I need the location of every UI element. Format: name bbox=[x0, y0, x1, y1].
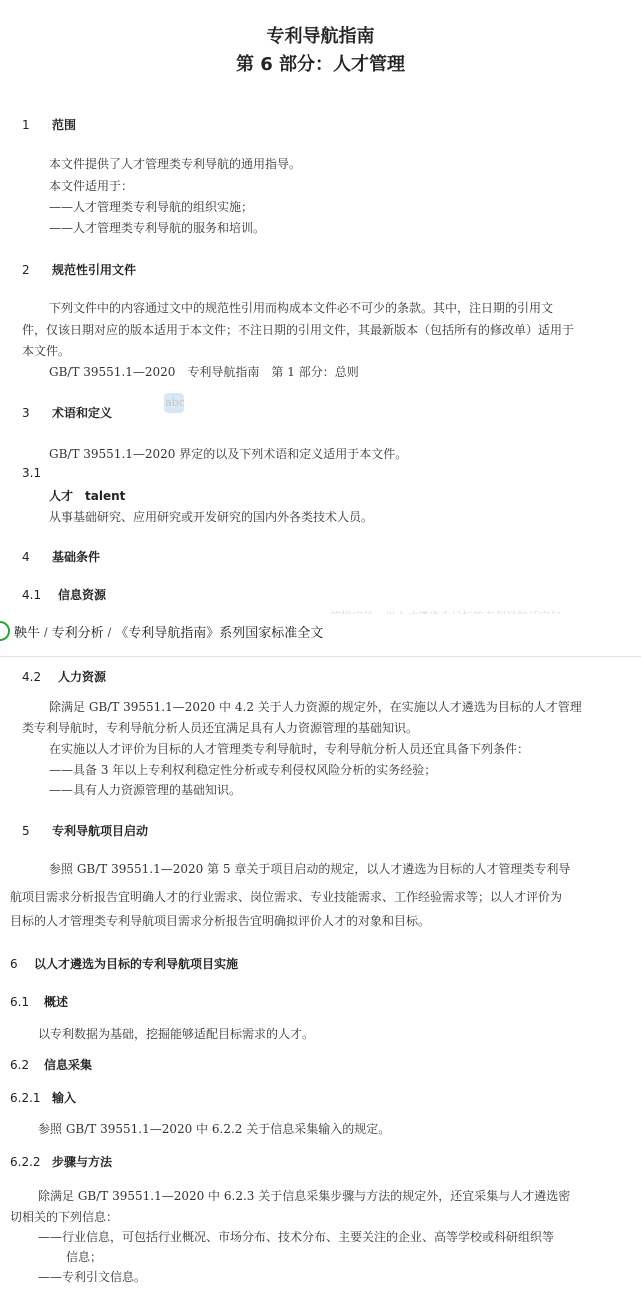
section-heading: 6 以人才遴选为目标的专利导航项目实施 bbox=[10, 957, 239, 971]
paragraph: 目标的人才管理类专利导航项目需求分析报告宜明确拟评价人才的对象和目标。 bbox=[10, 914, 431, 928]
section-heading: 6.2 信息采集 bbox=[10, 1058, 93, 1072]
term-definition: 从事基础研究、应用研究或开发研究的国内外各类技术人员。 bbox=[49, 510, 374, 524]
paragraph: 本文件适用于： bbox=[49, 179, 134, 193]
paragraph: 本文件。 bbox=[22, 344, 71, 358]
list-item: ——具备 3 年以上专利权利稳定性分析或专利侵权风险分析的实务经验； bbox=[49, 763, 437, 777]
paragraph: 本文件提供了人才管理类专利导航的通用指导。 bbox=[49, 157, 302, 171]
term-number: 3.1 bbox=[22, 466, 42, 480]
section-heading: 4.2 人力资源 bbox=[22, 670, 107, 684]
paragraph: 除满足 GB/T 39551.1—2020 中 6.2.3 关于信息采集步骤与方法的规定外，还宜采集与人才遴选密 bbox=[38, 1189, 571, 1203]
section-heading: 5 专利导航项目启动 bbox=[22, 824, 149, 838]
page-title-line2: 第 6 部分：人才管理 bbox=[235, 54, 406, 75]
page-title-line1: 专利导航指南 bbox=[266, 26, 375, 47]
reference: GB/T 39551.1—2020 专利导航指南 第 1 部分：总则 bbox=[49, 365, 359, 379]
section-heading: 4.1 信息资源 bbox=[22, 588, 107, 602]
breadcrumb-arc-icon bbox=[0, 621, 10, 641]
paragraph: 切相关的下列信息： bbox=[10, 1210, 119, 1224]
breadcrumb-separator: / bbox=[107, 625, 112, 640]
section-heading: 1 范围 bbox=[22, 118, 77, 132]
list-item: 信息； bbox=[66, 1250, 103, 1264]
paragraph: 除满足 GB/T 39551.1—2020 中 4.2 关于人力资源的规定外，在实施以人才遴选为目标的人才管理 bbox=[49, 700, 582, 714]
breadcrumb-separator: / bbox=[44, 625, 48, 640]
section-heading: 3 术语和定义 bbox=[22, 406, 113, 420]
paragraph: 以专利数据为基础，挖掘能够适配目标需求的人才。 bbox=[38, 1027, 315, 1041]
breadcrumb-link-article[interactable]: 《专利导航指南》系列国家标准全文 bbox=[115, 625, 324, 640]
section-heading: 6.1 概述 bbox=[10, 995, 69, 1009]
paragraph: 类专利导航时，专利导航分析人员还宜满足具有人力资源管理的基础知识。 bbox=[22, 721, 419, 735]
list-item: ——人才管理类专利导航的组织实施； bbox=[49, 200, 254, 214]
section-heading: 4 基础条件 bbox=[22, 550, 101, 564]
section-heading: 2 规范性引用文件 bbox=[22, 263, 137, 277]
term: 人才 talent bbox=[49, 489, 126, 503]
list-item: ——人才管理类专利导航的服务和培训。 bbox=[49, 221, 266, 235]
section-heading: 6.2.1 输入 bbox=[10, 1091, 77, 1105]
paragraph: 参照 GB/T 39551.1—2020 第 5 章关于项目启动的规定，以人才遴选为目标的人才管理类专利导 bbox=[49, 862, 571, 876]
paragraph: 航项目需求分析报告宜明确人才的行业需求、岗位需求、专业技能需求、工作经验需求等；以人才评价为 bbox=[10, 890, 563, 904]
paragraph: 件，仅该日期对应的版本适用于本文件；不注日期的引用文件，其最新版本（包括所有的修改单）适用于 bbox=[22, 323, 575, 337]
breadcrumb-link-category[interactable]: 专利分析 bbox=[51, 625, 104, 640]
paragraph: 在实施以人才评价为目标的人才管理类专利导航时，专利导航分析人员还宜具备下列条件： bbox=[49, 742, 530, 756]
watermark-text: abc bbox=[165, 396, 185, 409]
list-item: ——专利引文信息。 bbox=[38, 1270, 147, 1284]
breadcrumb-link-home[interactable]: 鞅牛 bbox=[14, 625, 41, 640]
paragraph: 参照 GB/T 39551.1—2020 中 6.2.2 关于信息采集输入的规定。 bbox=[38, 1122, 391, 1136]
breadcrumb bbox=[0, 614, 641, 657]
list-item: ——行业信息，可包括行业概况、市场分布、技术分布、主要关注的企业、高等学校或科研组织等 bbox=[38, 1230, 555, 1244]
paragraph: 下列文件中的内容通过文中的规范性引用而构成本文件必不可少的条款。其中，注日期的引用文 bbox=[49, 301, 554, 315]
paragraph: GB/T 39551.1—2020 界定的以及下列术语和定义适用于本文件。 bbox=[49, 447, 408, 461]
section-heading: 6.2.2 步骤与方法 bbox=[10, 1155, 113, 1169]
list-item: ——具有人力资源管理的基础知识。 bbox=[49, 783, 242, 797]
